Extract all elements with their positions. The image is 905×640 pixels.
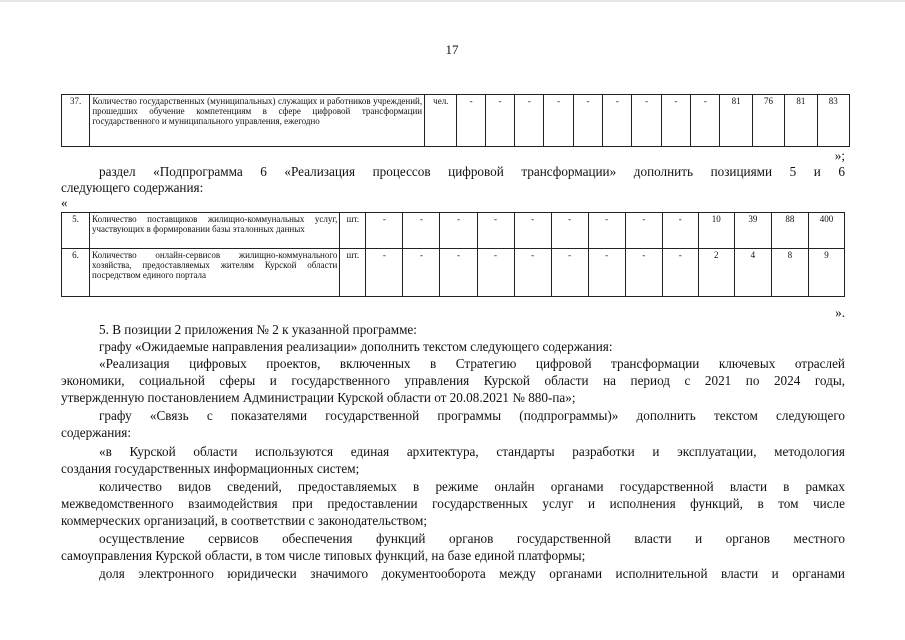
value-cell: - xyxy=(514,213,551,249)
paragraph-line: количество видов сведений, предоставляемых в режиме онлайн органами государственной власти в рамках xyxy=(99,479,845,494)
table-row xyxy=(62,213,845,249)
table-row xyxy=(62,249,845,297)
indicator-name: Количество онлайн-сервисов жилищно-коммунального хозяйства, предоставляемых жителям Курской области посредством единого портала xyxy=(90,249,340,297)
value-cell: 2 xyxy=(698,249,734,297)
value-cell: 81 xyxy=(785,95,817,147)
indicator-table-2 xyxy=(61,212,845,297)
value-cell: - xyxy=(485,95,514,147)
value-cell: - xyxy=(514,249,551,297)
paragraph-line: коммерческих организаций, в соответствии с законодательством; xyxy=(61,513,427,528)
scan-top-edge xyxy=(0,0,905,2)
paragraph-line: межведомственного взаимодействия при предоставлении государственных услуг и исполнения функций, в том числе xyxy=(61,496,845,511)
value-cell: - xyxy=(440,213,477,249)
value-cell: 76 xyxy=(752,95,784,147)
paragraph-line: графу «Связь с показателями государственной программы (подпрограммы)» дополнить текстом следующего xyxy=(99,408,845,423)
indicator-name: Количество поставщиков жилищно-коммунальных услуг, участвующих в формировании базы эталонных данных xyxy=(90,213,340,249)
unit-cell: чел. xyxy=(425,95,457,147)
paragraph-line: следующего содержания: xyxy=(61,180,204,195)
value-cell: - xyxy=(551,249,588,297)
row-number: 6. xyxy=(62,249,90,297)
paragraph-line: «в Курской области используются единая архитектура, стандарты разработки и эксплуатации, методология xyxy=(99,444,845,459)
unit-cell: шт. xyxy=(340,213,366,249)
value-cell: - xyxy=(403,249,440,297)
paragraph-line: раздел «Подпрограмма 6 «Реализация процессов цифровой трансформации» дополнить позициями 5 и 6 xyxy=(99,164,845,179)
value-cell: - xyxy=(662,213,698,249)
indicator-table-1 xyxy=(61,94,850,147)
value-cell: 10 xyxy=(698,213,734,249)
paragraph-line: самоуправления Курской области, в том числе типовых функций, на базе единой платформы; xyxy=(61,548,586,563)
value-cell: 88 xyxy=(771,213,808,249)
indicator-name: Количество государственных (муниципальных) служащих и работников учреждений, прошедших обучение компетенциям в сфере цифровой трансформации государственного и муниципального управления, ежегодно xyxy=(90,95,425,147)
value-cell: - xyxy=(477,213,514,249)
value-cell: 81 xyxy=(720,95,752,147)
value-cell: - xyxy=(588,249,625,297)
value-cell: - xyxy=(573,95,602,147)
paragraph-line: содержания: xyxy=(61,425,132,440)
unit-cell: шт. xyxy=(340,249,366,297)
value-cell: - xyxy=(403,213,440,249)
value-cell: - xyxy=(551,213,588,249)
value-cell: 400 xyxy=(808,213,844,249)
page-number: 17 xyxy=(445,42,459,57)
paragraph-line: утвержденную постановлением Администрации Курской области от 20.08.2021 № 880-па»; xyxy=(61,390,576,405)
value-cell: 8 xyxy=(771,249,808,297)
value-cell: 39 xyxy=(734,213,771,249)
closing-quote: »; xyxy=(834,148,845,163)
value-cell: - xyxy=(515,95,544,147)
value-cell: - xyxy=(625,213,662,249)
paragraph-line: экономики, социальной сферы и государственного управления Курской области на период с 2021 по 2024 годы, xyxy=(61,373,845,388)
value-cell: 83 xyxy=(817,95,850,147)
value-cell: - xyxy=(366,249,403,297)
value-cell: 4 xyxy=(734,249,771,297)
paragraph-line: осуществление сервисов обеспечения функций органов государственной власти и органов местного xyxy=(99,531,845,546)
value-cell: - xyxy=(661,95,690,147)
table-row xyxy=(62,95,850,147)
paragraph-line: «Реализация цифровых проектов, включенных в Стратегию цифровой трансформации ключевых отраслей xyxy=(99,356,845,371)
row-number: 5. xyxy=(62,213,90,249)
value-cell: - xyxy=(662,249,698,297)
opening-quote: « xyxy=(61,195,68,210)
value-cell: - xyxy=(477,249,514,297)
value-cell: - xyxy=(691,95,720,147)
paragraph-line: создания государственных информационных систем; xyxy=(61,461,360,476)
paragraph-line: доля электронного юридически значимого документооборота между органами исполнительной власти и органами xyxy=(99,566,845,581)
value-cell: - xyxy=(440,249,477,297)
row-number: 37. xyxy=(62,95,90,147)
value-cell: - xyxy=(625,249,662,297)
value-cell: - xyxy=(366,213,403,249)
paragraph-line: графу «Ожидаемые направления реализации» дополнить текстом следующего содержания: xyxy=(99,339,613,354)
closing-quote: ». xyxy=(835,305,845,320)
value-cell: - xyxy=(457,95,485,147)
value-cell: - xyxy=(632,95,661,147)
value-cell: - xyxy=(603,95,632,147)
value-cell: - xyxy=(544,95,573,147)
paragraph-line: 5. В позиции 2 приложения № 2 к указанной программе: xyxy=(99,322,417,337)
value-cell: 9 xyxy=(808,249,844,297)
value-cell: - xyxy=(588,213,625,249)
